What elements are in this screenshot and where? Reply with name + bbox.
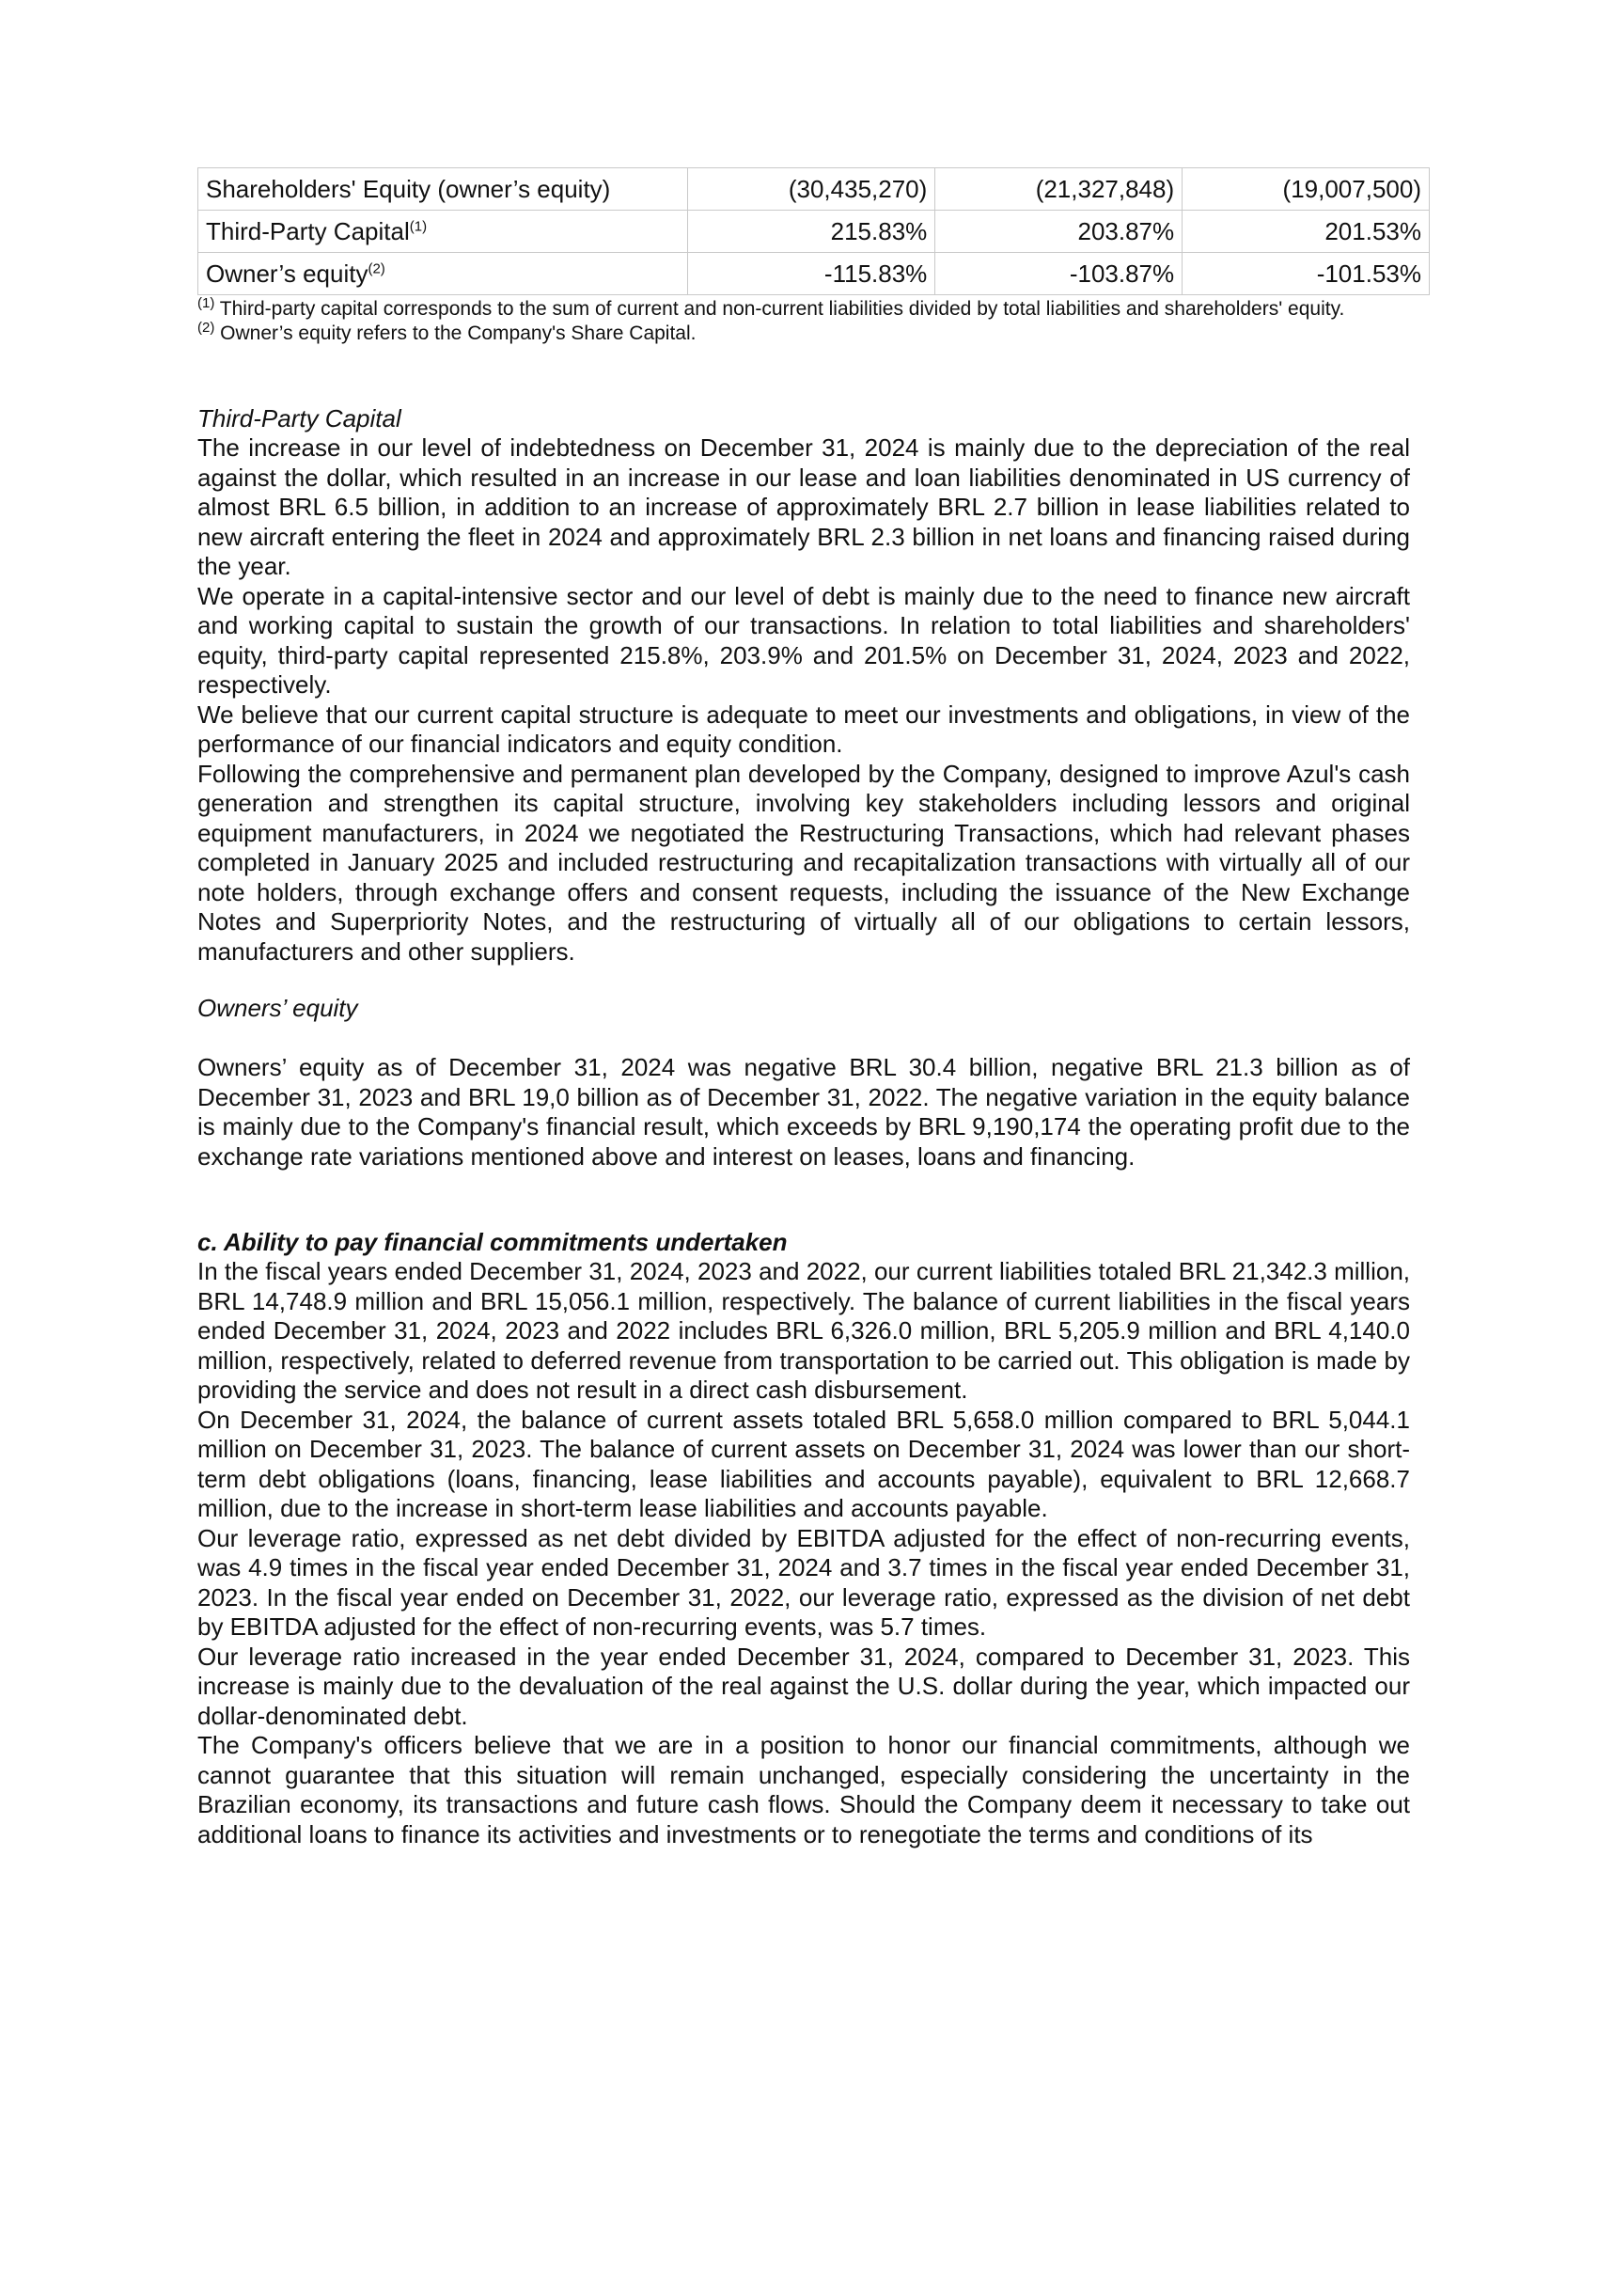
table-footnotes [197, 297, 1410, 346]
table-row [198, 211, 1430, 253]
value-2023: 203.87% [935, 211, 1183, 253]
value-2024: 215.83% [688, 211, 935, 253]
capital-structure-table [197, 167, 1430, 295]
paragraph: Following the comprehensive and permanent plan developed by the Company, designed to improve Azul's cash generation and strengthen its capital structure, involving key stakeholders including lessors and original equipment manufacturers, in 2024 we negotiated the Restructuring Transactions, which had relevant phases completed in January 2025 and included restructuring and recapitalization transactions with virtually all of our note holders, through exchange offers and consent requests, including the issuance of the New Exchange Notes and Superpriority Notes, and the restructuring of virtually all of our obligations to certain lessors, manufacturers and other suppliers. [197, 759, 1410, 966]
value-2023: (21,327,848) [935, 168, 1183, 211]
paragraph: Our leverage ratio increased in the year ended December 31, 2024, compared to December 31, 2023. This increase is mainly due to the devaluation of the real against the U.S. dollar during the year, which impacted our dollar-denominated debt. [197, 1642, 1410, 1730]
paragraph: In the fiscal years ended December 31, 2024, 2023 and 2022, our current liabilities totaled BRL 21,342.3 million, BRL 14,748.9 million and BRL 15,056.1 million, respectively. The balance of current liabilities in the fiscal years ended December 31, 2024, 2023 and 2022 includes BRL 6,326.0 million, BRL 5,205.9 million and BRL 4,140.0 million, respectively, related to deferred revenue from transportation to be carried out. This obligation is made by providing the service and does not result in a direct cash disbursement. [197, 1257, 1410, 1404]
paragraph: Our leverage ratio, expressed as net debt divided by EBITDA adjusted for the effect of non-recurring events, was 4.9 times in the fiscal year ended December 31, 2024 and 3.7 times in the fiscal year ended December 31, 2023. In the fiscal year ended on December 31, 2022, our leverage ratio, expressed as the division of net debt by EBITDA adjusted for the effect of non-recurring events, was 5.7 times. [197, 1523, 1410, 1641]
paragraph: The increase in our level of indebtedness on December 31, 2024 is mainly due to the depreciation of the real against the dollar, which resulted in an increase in our lease and loan liabilities denominated in US currency of almost BRL 6.5 billion, in addition to an increase of approximately BRL 2.7 billion in lease liabilities related to new aircraft entering the fleet in 2024 and approximately BRL 2.3 billion in net loans and financing raised during the year. [197, 433, 1410, 580]
value-2022: 201.53% [1183, 211, 1430, 253]
table-row [198, 168, 1430, 211]
row-label: Shareholders' Equity (owner’s equity) [198, 168, 688, 211]
section-title-third-party: Third-Party Capital [197, 404, 401, 432]
table-row [198, 253, 1430, 295]
paragraph: On December 31, 2024, the balance of current assets totaled BRL 5,658.0 million compared to BRL 5,044.1 million on December 31, 2023. The balance of current assets on December 31, 2024 was lower than our short-term debt obligations (loans, financing, lease liabilities and accounts payable), equivalent to BRL 12,668.7 million, due to the increase in short-term lease liabilities and accounts payable. [197, 1405, 1410, 1522]
row-label: Third-Party Capital$^{(1)}$ [198, 211, 688, 253]
value-2023: -103.87% [935, 253, 1183, 295]
section-heading-c: c. Ability to pay financial commitments undertaken [197, 1228, 788, 1256]
value-2022: (19,007,500) [1183, 168, 1430, 211]
paragraph: The Company's officers believe that we are in a position to honor our financial commitments, although we cannot guarantee that this situation will remain unchanged, especially considering the uncertainty in the Brazilian economy, its transactions and future cash flows. Should the Company deem it necessary to take out additional loans to finance its activities and investments or to renegotiate the terms and conditions of its [197, 1731, 1410, 1848]
paragraph: Owners’ equity as of December 31, 2024 was negative BRL 30.4 billion, negative BRL 21.3 billion as of December 31, 2023 and BRL 19,0 billion as of December 31, 2022. The negative variation in the equity balance is mainly due to the Company's financial result, which exceeds by BRL 9,190,174 the operating profit due to the exchange rate variations mentioned above and interest on leases, loans and financing. [197, 1053, 1410, 1171]
value-2024: -115.83% [688, 253, 935, 295]
footnote-ref: (1) [409, 218, 428, 235]
paragraph: We operate in a capital-intensive sector and our level of debt is mainly due to the need to finance new aircraft and working capital to sustain the growth of our transactions. In relation to total liabilities and shareholders' equity, third-party capital represented 215.8%, 203.9% and 201.5% on December 31, 2024, 2023 and 2022, respectively. [197, 581, 1410, 699]
value-2022: -101.53% [1183, 253, 1430, 295]
row-label: Owner’s equity$^{(2)}$ [198, 253, 688, 295]
section-title-owners-equity: Owners’ equity [197, 994, 358, 1022]
footnote-1: $^{(1)}$ Third-party capital corresponds to the sum of current and non-current liabilities divided by total liabilities and shareholders' equity. [197, 295, 1345, 320]
footnote-2: $^{(2)}$ Owner’s equity refers to the Company's Share Capital. [197, 320, 697, 344]
document-page [197, 167, 1421, 1849]
value-2024: (30,435,270) [688, 168, 935, 211]
footnote-ref: (2) [368, 260, 385, 277]
paragraph: We believe that our current capital structure is adequate to meet our investments and obligations, in view of the performance of our financial indicators and equity condition. [197, 700, 1410, 758]
